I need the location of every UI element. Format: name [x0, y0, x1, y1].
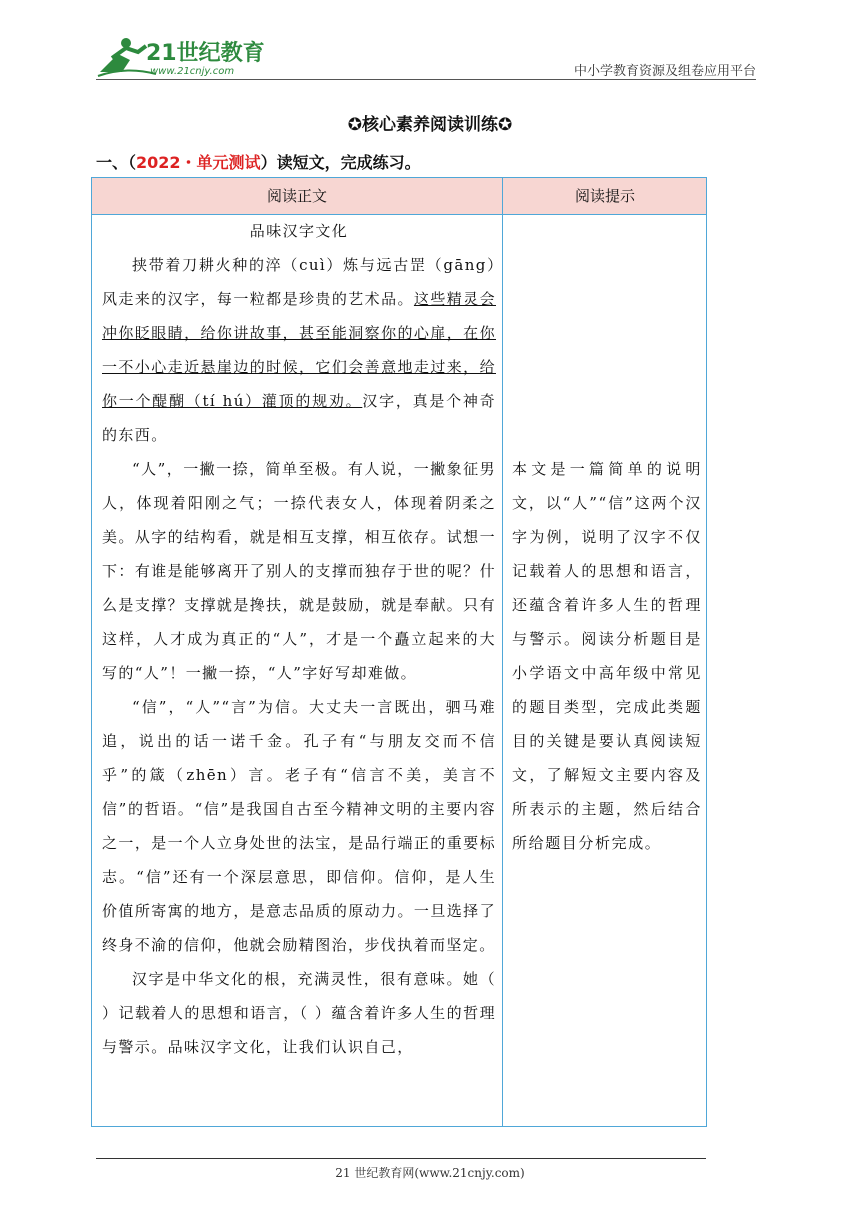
col-header-tip: 阅读提示 [574, 187, 635, 205]
question-source: 2022・单元测试 [136, 153, 261, 172]
question-prefix: 一、（ [96, 153, 137, 172]
question-prompt [96, 150, 421, 173]
passage-title: 品味汉字文化 [249, 222, 349, 240]
paragraph-2: “人”，一撇一捺，简单至极。有人说，一撇象征男人，体现着阳刚之气；一捺代表女人，体现着阴柔之美。从字的结构看，就是相互支撑，相互依存。试想一下：有谁是能够离开了别人的支撑而独存于世的呢？什么是支撑？支撑就是搀扶，就是鼓励，就是奉献。只有这样，人才成为真正的“人”，才是一个矗立起来的大写的“人”！一撇一捺，“人”字好写却难做。 [102, 460, 496, 682]
paragraph-1 [102, 248, 496, 452]
reading-tip: 本文是一篇简单的说明文，以“人”“信”这两个汉字为例，说明了汉字不仅记载着人的思想和语言，还蕴含着许多人生的哲理与警示。阅读分析题目是小学语文中高年级中常见的题目类型，完成此类题目的关键是要认真阅读短文，了解短文主要内容及所表示的主题，然后结合所给题目分析完成。 [512, 460, 702, 852]
paragraph-1-end: 汉字，真是个神奇的东西。 [102, 392, 497, 444]
header-divider [96, 79, 756, 80]
paragraph-1-underlined: 这些精灵会冲你眨眼睛，给你讲故事，甚至能洞察你的心扉，在你一不小心走近悬崖边的时候，它们会善意地走过来，给你一个醍醐（tí hú）灌顶的规劝。 [102, 290, 496, 410]
passage-cell [102, 214, 496, 1064]
paragraph-3: “信”，“人”“言”为信。大丈夫一言既出，驷马难追，说出的话一诺千金。孔子有“与朋友交而不信乎”的箴（zhēn）言。老子有“信言不美，美言不信”的哲语。“信”是我国自古至今精神文明的主要内容之一，是一个人立身处世的法宝，是品行端正的重要标志。“信”还有一个深层意思，即信仰。信仰，是人生价值所寄寓的地方，是意志品质的原动力。一旦选择了终身不渝的信仰，他就会励精图治，步伐执着而坚定。 [102, 698, 496, 954]
page-header [96, 34, 756, 80]
section-title: ✪核心素养阅读训练✪ [347, 115, 513, 135]
table-header [92, 178, 706, 215]
header-platform-name: 中小学教育资源及组卷应用平台 [573, 64, 756, 79]
footer-text: 21 世纪教育网(www.21cnjy.com) [335, 1166, 525, 1180]
footer-divider [96, 1158, 706, 1159]
reading-table [91, 177, 707, 1127]
paragraph-4: 汉字是中华文化的根，充满灵性，很有意味。她（ ）记载着人的思想和语言，（ ）蕴含着许多人生的哲理与警示。品味汉字文化，让我们认识自己， [102, 970, 496, 1056]
question-suffix: ）读短文，完成练习。 [260, 153, 421, 172]
col-header-passage: 阅读正文 [266, 187, 327, 205]
column-divider [502, 178, 503, 1126]
site-logo [96, 34, 286, 78]
logo-text: 21世纪教育 [146, 41, 265, 66]
paragraph-1-text: 挟带着刀耕火种的淬（cuì）炼与远古罡（gāng）风走来的汉字，每一粒都是珍贵的艺术品。 [102, 256, 496, 308]
logo-url: www.21cnjy.com [150, 66, 235, 77]
